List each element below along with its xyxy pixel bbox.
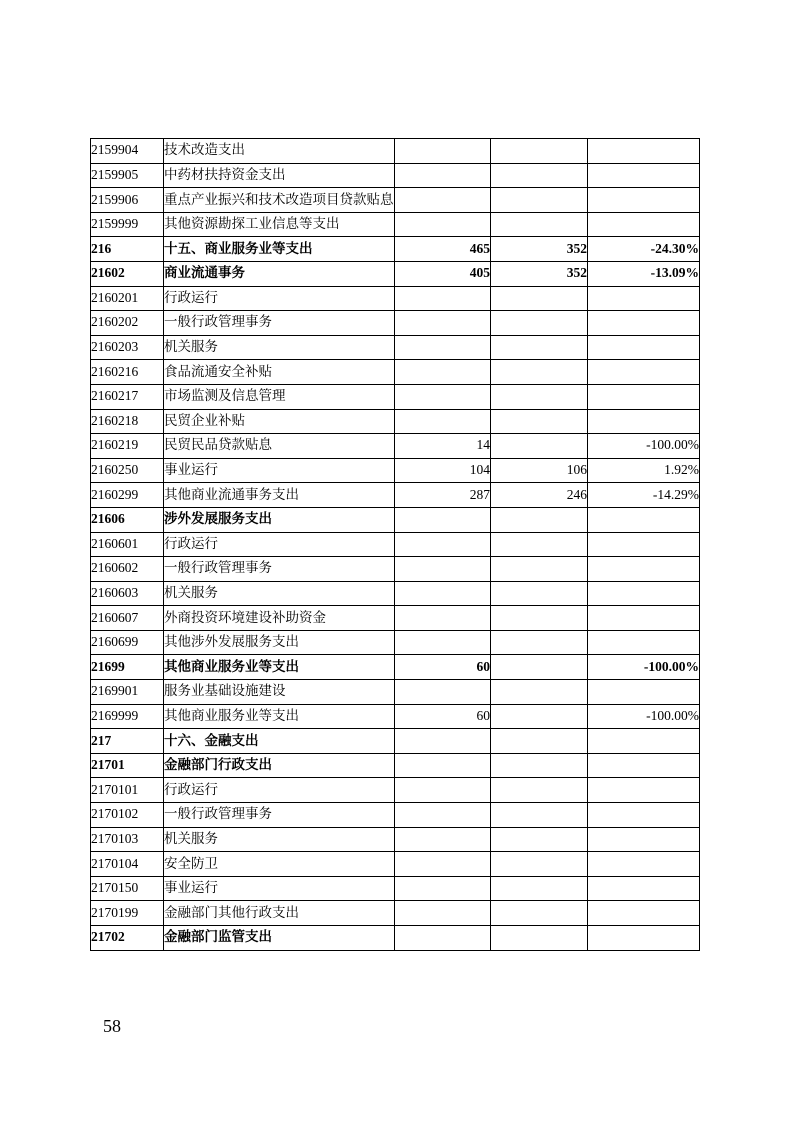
name-cell: 金融部门其他行政支出 bbox=[164, 901, 395, 926]
code-cell: 2160202 bbox=[91, 311, 164, 336]
name-cell: 机关服务 bbox=[164, 581, 395, 606]
code-cell: 217 bbox=[91, 729, 164, 754]
percent-change-cell: -100.00% bbox=[588, 655, 700, 680]
percent-change-cell bbox=[588, 606, 700, 631]
table-row bbox=[91, 630, 700, 655]
table-row bbox=[91, 335, 700, 360]
name-cell: 其他资源勘探工业信息等支出 bbox=[164, 212, 395, 237]
name-cell: 十五、商业服务业等支出 bbox=[164, 237, 395, 262]
amount-col-2-cell bbox=[491, 409, 588, 434]
amount-col-1-cell bbox=[395, 876, 491, 901]
percent-change-cell bbox=[588, 384, 700, 409]
name-cell: 十六、金融支出 bbox=[164, 729, 395, 754]
table-row bbox=[91, 139, 700, 164]
amount-col-1-cell bbox=[395, 778, 491, 803]
amount-col-2-cell bbox=[491, 655, 588, 680]
budget-table-body bbox=[91, 139, 700, 951]
percent-change-cell bbox=[588, 926, 700, 951]
percent-change-cell bbox=[588, 729, 700, 754]
table-row bbox=[91, 483, 700, 508]
amount-col-1-cell: 60 bbox=[395, 704, 491, 729]
table-row bbox=[91, 507, 700, 532]
name-cell: 行政运行 bbox=[164, 532, 395, 557]
code-cell: 2160299 bbox=[91, 483, 164, 508]
percent-change-cell bbox=[588, 409, 700, 434]
amount-col-2-cell bbox=[491, 778, 588, 803]
table-row bbox=[91, 655, 700, 680]
percent-change-cell bbox=[588, 852, 700, 877]
table-row bbox=[91, 803, 700, 828]
name-cell: 服务业基础设施建设 bbox=[164, 680, 395, 705]
name-cell: 其他商业服务业等支出 bbox=[164, 704, 395, 729]
percent-change-cell bbox=[588, 630, 700, 655]
code-cell: 2160218 bbox=[91, 409, 164, 434]
percent-change-cell: -14.29% bbox=[588, 483, 700, 508]
table-row bbox=[91, 557, 700, 582]
percent-change-cell bbox=[588, 901, 700, 926]
name-cell: 事业运行 bbox=[164, 876, 395, 901]
code-cell: 2160601 bbox=[91, 532, 164, 557]
table-row bbox=[91, 188, 700, 213]
amount-col-1-cell bbox=[395, 188, 491, 213]
amount-col-2-cell bbox=[491, 286, 588, 311]
name-cell: 金融部门行政支出 bbox=[164, 753, 395, 778]
amount-col-1-cell bbox=[395, 139, 491, 164]
amount-col-2-cell bbox=[491, 311, 588, 336]
percent-change-cell bbox=[588, 532, 700, 557]
table-row bbox=[91, 581, 700, 606]
code-cell: 2159905 bbox=[91, 163, 164, 188]
code-cell: 216 bbox=[91, 237, 164, 262]
percent-change-cell bbox=[588, 139, 700, 164]
table-row bbox=[91, 384, 700, 409]
code-cell: 21602 bbox=[91, 261, 164, 286]
table-row bbox=[91, 852, 700, 877]
percent-change-cell: -100.00% bbox=[588, 704, 700, 729]
code-cell: 2159999 bbox=[91, 212, 164, 237]
name-cell: 机关服务 bbox=[164, 827, 395, 852]
amount-col-1-cell bbox=[395, 507, 491, 532]
code-cell: 2159906 bbox=[91, 188, 164, 213]
percent-change-cell: 1.92% bbox=[588, 458, 700, 483]
table-row bbox=[91, 753, 700, 778]
table-row bbox=[91, 458, 700, 483]
amount-col-1-cell bbox=[395, 532, 491, 557]
amount-col-2-cell bbox=[491, 680, 588, 705]
code-cell: 2170104 bbox=[91, 852, 164, 877]
amount-col-2-cell bbox=[491, 139, 588, 164]
code-cell: 2170150 bbox=[91, 876, 164, 901]
amount-col-1-cell bbox=[395, 286, 491, 311]
code-cell: 2160201 bbox=[91, 286, 164, 311]
amount-col-2-cell bbox=[491, 630, 588, 655]
amount-col-1-cell bbox=[395, 360, 491, 385]
percent-change-cell bbox=[588, 212, 700, 237]
amount-col-2-cell bbox=[491, 188, 588, 213]
name-cell: 一般行政管理事务 bbox=[164, 311, 395, 336]
code-cell: 2160602 bbox=[91, 557, 164, 582]
table-row bbox=[91, 261, 700, 286]
amount-col-2-cell bbox=[491, 360, 588, 385]
amount-col-1-cell: 104 bbox=[395, 458, 491, 483]
amount-col-2-cell bbox=[491, 581, 588, 606]
amount-col-2-cell bbox=[491, 852, 588, 877]
name-cell: 技术改造支出 bbox=[164, 139, 395, 164]
amount-col-2-cell bbox=[491, 803, 588, 828]
code-cell: 2169901 bbox=[91, 680, 164, 705]
percent-change-cell bbox=[588, 803, 700, 828]
amount-col-1-cell bbox=[395, 335, 491, 360]
name-cell: 其他商业流通事务支出 bbox=[164, 483, 395, 508]
amount-col-2-cell bbox=[491, 729, 588, 754]
table-row bbox=[91, 286, 700, 311]
code-cell: 2160603 bbox=[91, 581, 164, 606]
name-cell: 市场监测及信息管理 bbox=[164, 384, 395, 409]
code-cell: 2160203 bbox=[91, 335, 164, 360]
code-cell: 2170103 bbox=[91, 827, 164, 852]
code-cell: 2160219 bbox=[91, 434, 164, 459]
amount-col-1-cell: 465 bbox=[395, 237, 491, 262]
amount-col-1-cell bbox=[395, 557, 491, 582]
name-cell: 安全防卫 bbox=[164, 852, 395, 877]
table-row bbox=[91, 434, 700, 459]
percent-change-cell bbox=[588, 335, 700, 360]
name-cell: 民贸企业补贴 bbox=[164, 409, 395, 434]
table-row bbox=[91, 680, 700, 705]
code-cell: 2160607 bbox=[91, 606, 164, 631]
amount-col-1-cell bbox=[395, 926, 491, 951]
amount-col-2-cell bbox=[491, 212, 588, 237]
code-cell: 2170199 bbox=[91, 901, 164, 926]
table-row bbox=[91, 532, 700, 557]
name-cell: 重点产业振兴和技术改造项目贷款贴息 bbox=[164, 188, 395, 213]
amount-col-1-cell: 60 bbox=[395, 655, 491, 680]
name-cell: 一般行政管理事务 bbox=[164, 557, 395, 582]
amount-col-2-cell bbox=[491, 335, 588, 360]
amount-col-1-cell bbox=[395, 606, 491, 631]
amount-col-1-cell bbox=[395, 163, 491, 188]
table-row bbox=[91, 606, 700, 631]
table-row bbox=[91, 926, 700, 951]
amount-col-2-cell bbox=[491, 827, 588, 852]
amount-col-1-cell bbox=[395, 901, 491, 926]
amount-col-2-cell bbox=[491, 507, 588, 532]
code-cell: 21699 bbox=[91, 655, 164, 680]
name-cell: 民贸民品贷款贴息 bbox=[164, 434, 395, 459]
name-cell: 其他商业服务业等支出 bbox=[164, 655, 395, 680]
code-cell: 21606 bbox=[91, 507, 164, 532]
name-cell: 行政运行 bbox=[164, 778, 395, 803]
table-row bbox=[91, 409, 700, 434]
amount-col-2-cell bbox=[491, 163, 588, 188]
name-cell: 外商投资环境建设补助资金 bbox=[164, 606, 395, 631]
name-cell: 涉外发展服务支出 bbox=[164, 507, 395, 532]
table-row bbox=[91, 360, 700, 385]
amount-col-1-cell: 287 bbox=[395, 483, 491, 508]
amount-col-1-cell bbox=[395, 753, 491, 778]
table-row bbox=[91, 311, 700, 336]
amount-col-2-cell: 352 bbox=[491, 261, 588, 286]
name-cell: 行政运行 bbox=[164, 286, 395, 311]
name-cell: 一般行政管理事务 bbox=[164, 803, 395, 828]
amount-col-1-cell: 405 bbox=[395, 261, 491, 286]
table-row bbox=[91, 163, 700, 188]
amount-col-2-cell bbox=[491, 434, 588, 459]
amount-col-1-cell bbox=[395, 803, 491, 828]
name-cell: 事业运行 bbox=[164, 458, 395, 483]
code-cell: 2159904 bbox=[91, 139, 164, 164]
amount-col-2-cell: 246 bbox=[491, 483, 588, 508]
percent-change-cell bbox=[588, 680, 700, 705]
budget-table bbox=[90, 138, 700, 951]
amount-col-1-cell bbox=[395, 852, 491, 877]
amount-col-2-cell bbox=[491, 532, 588, 557]
percent-change-cell bbox=[588, 507, 700, 532]
percent-change-cell: -24.30% bbox=[588, 237, 700, 262]
table-row bbox=[91, 212, 700, 237]
amount-col-2-cell bbox=[491, 557, 588, 582]
amount-col-1-cell bbox=[395, 630, 491, 655]
amount-col-1-cell bbox=[395, 409, 491, 434]
code-cell: 2170101 bbox=[91, 778, 164, 803]
amount-col-1-cell bbox=[395, 729, 491, 754]
amount-col-1-cell bbox=[395, 311, 491, 336]
table-row bbox=[91, 237, 700, 262]
code-cell: 2160217 bbox=[91, 384, 164, 409]
amount-col-2-cell bbox=[491, 901, 588, 926]
code-cell: 21701 bbox=[91, 753, 164, 778]
amount-col-2-cell bbox=[491, 926, 588, 951]
page-number: 58 bbox=[103, 1016, 121, 1036]
name-cell: 商业流通事务 bbox=[164, 261, 395, 286]
amount-col-2-cell: 106 bbox=[491, 458, 588, 483]
percent-change-cell bbox=[588, 188, 700, 213]
amount-col-1-cell bbox=[395, 680, 491, 705]
amount-col-1-cell bbox=[395, 212, 491, 237]
amount-col-2-cell bbox=[491, 606, 588, 631]
table-row bbox=[91, 901, 700, 926]
table-row bbox=[91, 827, 700, 852]
amount-col-1-cell: 14 bbox=[395, 434, 491, 459]
code-cell: 21702 bbox=[91, 926, 164, 951]
percent-change-cell bbox=[588, 876, 700, 901]
amount-col-2-cell bbox=[491, 384, 588, 409]
percent-change-cell bbox=[588, 778, 700, 803]
name-cell: 食品流通安全补贴 bbox=[164, 360, 395, 385]
percent-change-cell: -13.09% bbox=[588, 261, 700, 286]
amount-col-1-cell bbox=[395, 384, 491, 409]
table-row bbox=[91, 778, 700, 803]
percent-change-cell bbox=[588, 827, 700, 852]
amount-col-1-cell bbox=[395, 581, 491, 606]
table-row bbox=[91, 704, 700, 729]
amount-col-2-cell bbox=[491, 753, 588, 778]
percent-change-cell bbox=[588, 581, 700, 606]
percent-change-cell bbox=[588, 753, 700, 778]
code-cell: 2160250 bbox=[91, 458, 164, 483]
code-cell: 2169999 bbox=[91, 704, 164, 729]
name-cell: 金融部门监管支出 bbox=[164, 926, 395, 951]
name-cell: 其他涉外发展服务支出 bbox=[164, 630, 395, 655]
percent-change-cell bbox=[588, 311, 700, 336]
amount-col-2-cell bbox=[491, 704, 588, 729]
percent-change-cell bbox=[588, 163, 700, 188]
code-cell: 2160699 bbox=[91, 630, 164, 655]
code-cell: 2170102 bbox=[91, 803, 164, 828]
name-cell: 机关服务 bbox=[164, 335, 395, 360]
percent-change-cell bbox=[588, 360, 700, 385]
code-cell: 2160216 bbox=[91, 360, 164, 385]
amount-col-2-cell: 352 bbox=[491, 237, 588, 262]
amount-col-1-cell bbox=[395, 827, 491, 852]
name-cell: 中药材扶持资金支出 bbox=[164, 163, 395, 188]
percent-change-cell: -100.00% bbox=[588, 434, 700, 459]
table-row bbox=[91, 876, 700, 901]
percent-change-cell bbox=[588, 557, 700, 582]
percent-change-cell bbox=[588, 286, 700, 311]
amount-col-2-cell bbox=[491, 876, 588, 901]
table-row bbox=[91, 729, 700, 754]
